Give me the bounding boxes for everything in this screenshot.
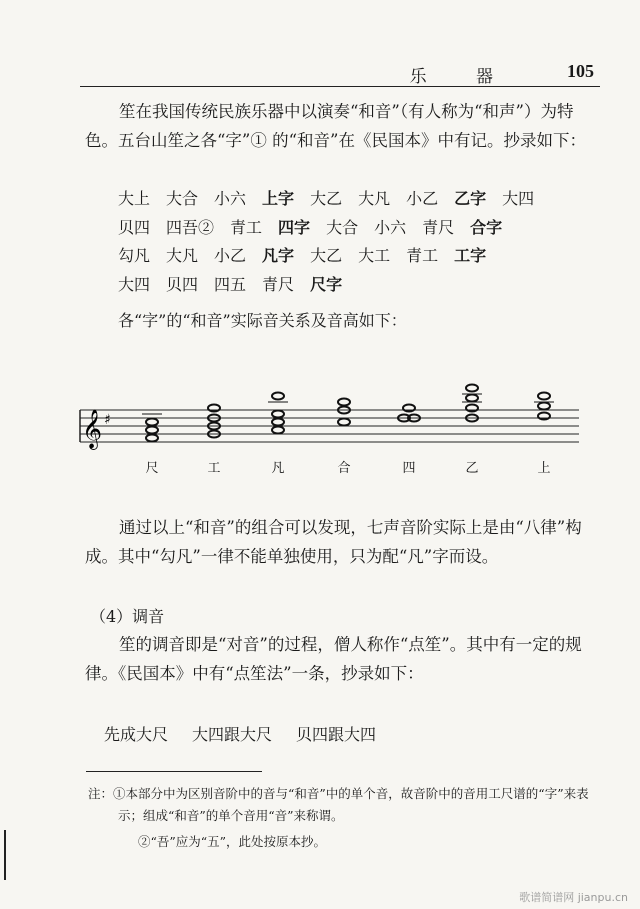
chord-term: 乙字 — [454, 189, 487, 208]
page-number: 105 — [567, 61, 594, 81]
tuning-step: 贝四跟大四 — [296, 725, 377, 744]
chord-term: 大乙 — [310, 189, 343, 208]
footnote-1 — [88, 783, 598, 827]
chord-3 — [268, 393, 288, 434]
staff-label: 乙 — [465, 460, 479, 475]
chord-term: 青尺 — [422, 217, 455, 237]
chord-term: 小乙 — [214, 246, 247, 265]
chord-term: 凡字 — [262, 246, 295, 265]
staff-intro: 各“字”的“和音”实际音关系及音高如下： — [118, 311, 407, 330]
music-staff-figure — [74, 378, 594, 478]
chord-term: 四字 — [278, 217, 311, 237]
staff-label: 合 — [337, 460, 351, 475]
footnote-2: ②“吾”应为“五”，此处按原本抄。 — [138, 834, 327, 849]
chord-term: 大上 — [118, 189, 151, 208]
chord-term: 小六 — [214, 189, 247, 208]
chord-term: 四五 — [214, 274, 247, 294]
staff-label: 四 — [402, 460, 416, 475]
chord-7 — [534, 393, 554, 420]
chord-term: 大乙 — [310, 246, 343, 265]
tuning-sequence — [104, 722, 400, 745]
chord-2 — [208, 405, 220, 438]
header-title: 乐 器 — [409, 67, 515, 87]
chord-6 — [462, 385, 482, 422]
chord-term: 青工 — [230, 217, 263, 237]
chord-term: 上字 — [262, 189, 295, 208]
staff-label: 工 — [207, 460, 221, 475]
analysis-paragraph: 通过以上“和音”的组合可以发现，七声音阶实际上是由“八律”构成。其中“勾凡”一律不能单独使用，只为配“凡”字而设。 — [85, 518, 582, 566]
footnote-marker: 注： — [88, 786, 114, 801]
chord-term: 大合 — [166, 189, 199, 208]
running-header — [80, 60, 600, 87]
section-heading: （4）调音 — [90, 607, 165, 626]
chord-term: 青工 — [406, 246, 439, 265]
intro-paragraph: 笙在我国传统民族乐器中以演奏“和音”（有人称为“和声”）为特色。五台山笙之各“字”① 的“和音”在《民国本》中有记。抄录如下： — [85, 102, 586, 150]
chord-notes — [142, 385, 554, 442]
chord-row — [118, 243, 550, 272]
page-edge-mark — [4, 830, 6, 880]
chord-term: 大凡 — [166, 246, 199, 265]
chord-term: 大四 — [118, 274, 151, 294]
chord-term: 大四 — [502, 189, 535, 208]
footnote-rule — [86, 771, 262, 772]
chord-row — [118, 272, 550, 301]
chord-4 — [338, 399, 350, 426]
chord-term: 小乙 — [406, 189, 439, 208]
chord-term: 小六 — [374, 217, 407, 237]
tuning-step: 先成大尺 — [104, 725, 169, 744]
staff-label: 上 — [537, 460, 551, 475]
sharp-icon: ♯ — [104, 412, 111, 428]
staff-label: 尺 — [145, 460, 159, 475]
chord-list — [118, 186, 550, 300]
chord-term: 四吾② — [166, 217, 215, 237]
chord-5 — [398, 405, 420, 422]
chord-term: 青尺 — [262, 274, 295, 294]
tuning-step: 大四跟大尺 — [192, 725, 273, 744]
staff-label: 凡 — [271, 460, 285, 475]
tuning-paragraph: 笙的调音即是“对音”的过程，僧人称作“点笙”。其中有一定的规律。《民国本》中有“点笙法”一条，抄录如下： — [85, 635, 582, 683]
chord-term: 工字 — [454, 246, 487, 265]
chord-term: 合字 — [470, 217, 503, 237]
chord-term: 尺字 — [310, 274, 343, 294]
chord-term: 大凡 — [358, 189, 391, 208]
footnote-1-text: ①本部分中为区别音阶中的音与“和音”中的单个音，故音阶中的音用工尺谱的“字”来表示；组成“和音”的单个音用“音”来称谓。 — [113, 786, 589, 823]
chord-term: 贝四 — [118, 217, 151, 237]
chord-row — [118, 186, 550, 215]
watermark: 歌谱简谱网 jianpu.cn — [519, 891, 628, 904]
treble-clef-icon: 𝄞 — [82, 409, 103, 449]
chord-term: 大工 — [358, 246, 391, 265]
chord-row — [118, 215, 550, 244]
chord-term: 贝四 — [166, 274, 199, 294]
chord-term: 大合 — [326, 217, 359, 237]
chord-term: 勾凡 — [118, 246, 151, 265]
